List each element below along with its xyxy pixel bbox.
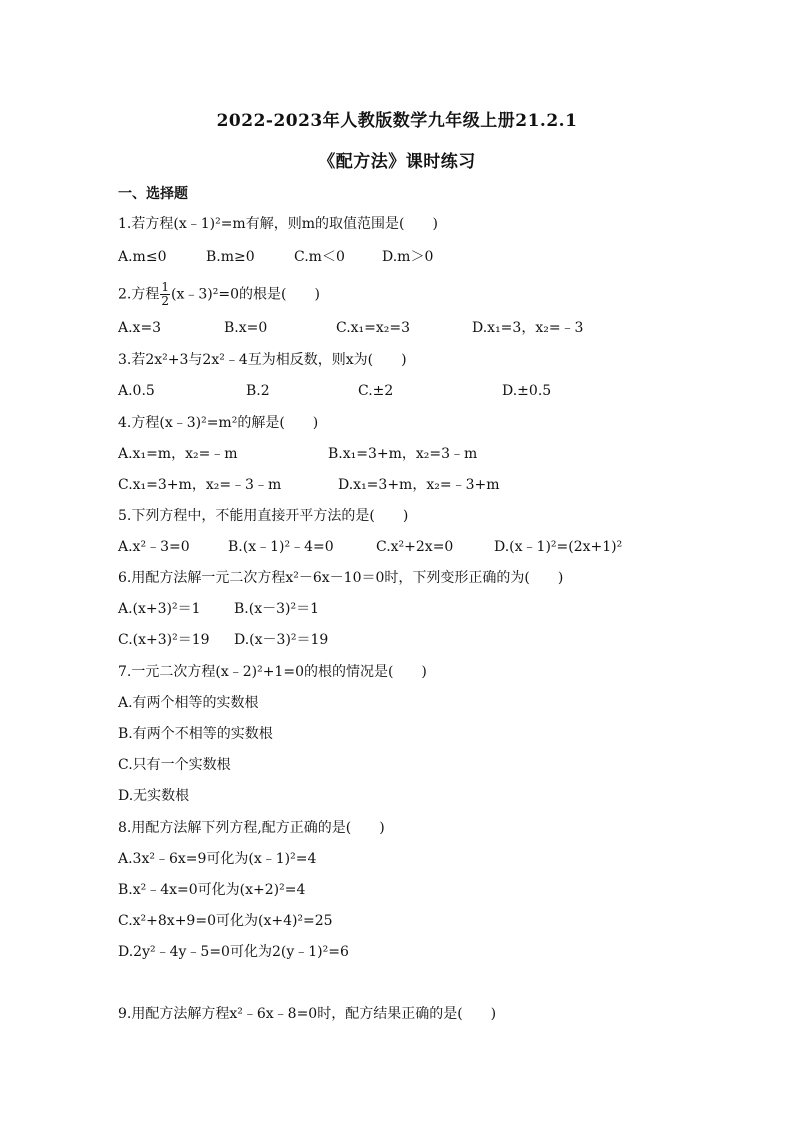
question-1-option-a: A.m≤0	[118, 249, 167, 265]
question-3-option-c: C.±2	[358, 383, 394, 399]
question-7-option-c: C.只有一个实数根	[118, 757, 231, 773]
question-8-stem: 8.用配方法解下列方程,配方正确的是( )	[118, 820, 385, 836]
question-1-option-d: D.m＞0	[382, 249, 434, 265]
question-2-option-c: C.x₁=x₂=3	[336, 320, 411, 336]
question-2-option-d: D.x₁=3，x₂=﹣3	[472, 320, 584, 336]
question-6-stem: 6.用配方法解一元二次方程x²－6x－10＝0时，下列变形正确的为( )	[118, 570, 564, 586]
fraction-numerator: 1	[161, 280, 169, 294]
question-5-option-c: C.x²+2x=0	[376, 539, 454, 555]
question-2-option-b: B.x=0	[224, 320, 268, 336]
question-8-option-c: C.x²+8x+9=0可化为(x+4)²=25	[118, 913, 333, 929]
question-4-stem: 4.方程(x﹣3)²=m²的解是( )	[118, 415, 319, 431]
question-3-option-b: B.2	[246, 383, 270, 399]
question-1-stem: 1.若方程(x﹣1)²=m有解，则m的取值范围是( )	[118, 216, 438, 232]
question-3-option-d: D.±0.5	[502, 383, 552, 399]
question-6-option-b: B.(x－3)²＝1	[234, 601, 319, 617]
question-3-option-a: A.0.5	[118, 383, 155, 399]
question-6-option-d: D.(x－3)²＝19	[234, 632, 329, 648]
document-title: 2022-2023年人教版数学九年级上册21.2.1	[216, 111, 578, 131]
question-1-option-c: C.m＜0	[294, 249, 345, 265]
question-9-stem: 9.用配方法解方程x²﹣6x﹣8=0时，配方结果正确的是( )	[118, 1006, 497, 1022]
question-2-option-a: A.x=3	[118, 320, 162, 336]
question-5-option-b: B.(x﹣1)²﹣4=0	[228, 539, 334, 555]
question-4-option-a: A.x₁=m，x₂=﹣m	[118, 446, 238, 462]
question-8-option-a: A.3x²﹣6x=9可化为(x﹣1)²=4	[118, 851, 317, 867]
question-5-option-a: A.x²﹣3=0	[118, 539, 190, 555]
document-subtitle: 《配方法》课时练习	[318, 152, 476, 172]
question-7-option-a: A.有两个相等的实数根	[118, 695, 259, 711]
question-5-stem: 5.下列方程中，不能用直接开平方法的是( )	[118, 508, 409, 524]
question-2-stem-prefix: 2.方程	[118, 286, 160, 303]
question-1-option-b: B.m≥0	[206, 249, 255, 265]
question-4-option-d: D.x₁=3+m，x₂=﹣3+m	[338, 477, 500, 493]
question-4-option-c: C.x₁=3+m，x₂=﹣3﹣m	[118, 477, 282, 493]
question-7-option-d: D.无实数根	[118, 788, 190, 804]
question-6-option-a: A.(x+3)²＝1	[118, 601, 201, 617]
question-2-stem	[118, 281, 320, 308]
fraction-denominator: 2	[161, 294, 169, 308]
fraction-one-half	[160, 281, 170, 308]
question-7-option-b: B.有两个不相等的实数根	[118, 726, 273, 742]
question-7-stem: 7.一元二次方程(x﹣2)²+1=0的根的情况是( )	[118, 664, 427, 680]
question-2-stem-suffix: (x﹣3)²=0的根是( )	[171, 286, 320, 303]
question-8-option-b: B.x²﹣4x=0可化为(x+2)²=4	[118, 882, 306, 898]
section-heading: 一、选择题	[118, 186, 188, 202]
question-8-option-d: D.2y²﹣4y﹣5=0可化为2(y﹣1)²=6	[118, 944, 349, 960]
question-3-stem: 3.若2x²+3与2x²﹣4互为相反数，则x为( )	[118, 352, 407, 368]
question-6-option-c: C.(x+3)²＝19	[118, 632, 210, 648]
question-5-option-d: D.(x﹣1)²=(2x+1)²	[494, 539, 623, 555]
question-4-option-b: B.x₁=3+m，x₂=3﹣m	[328, 446, 478, 462]
